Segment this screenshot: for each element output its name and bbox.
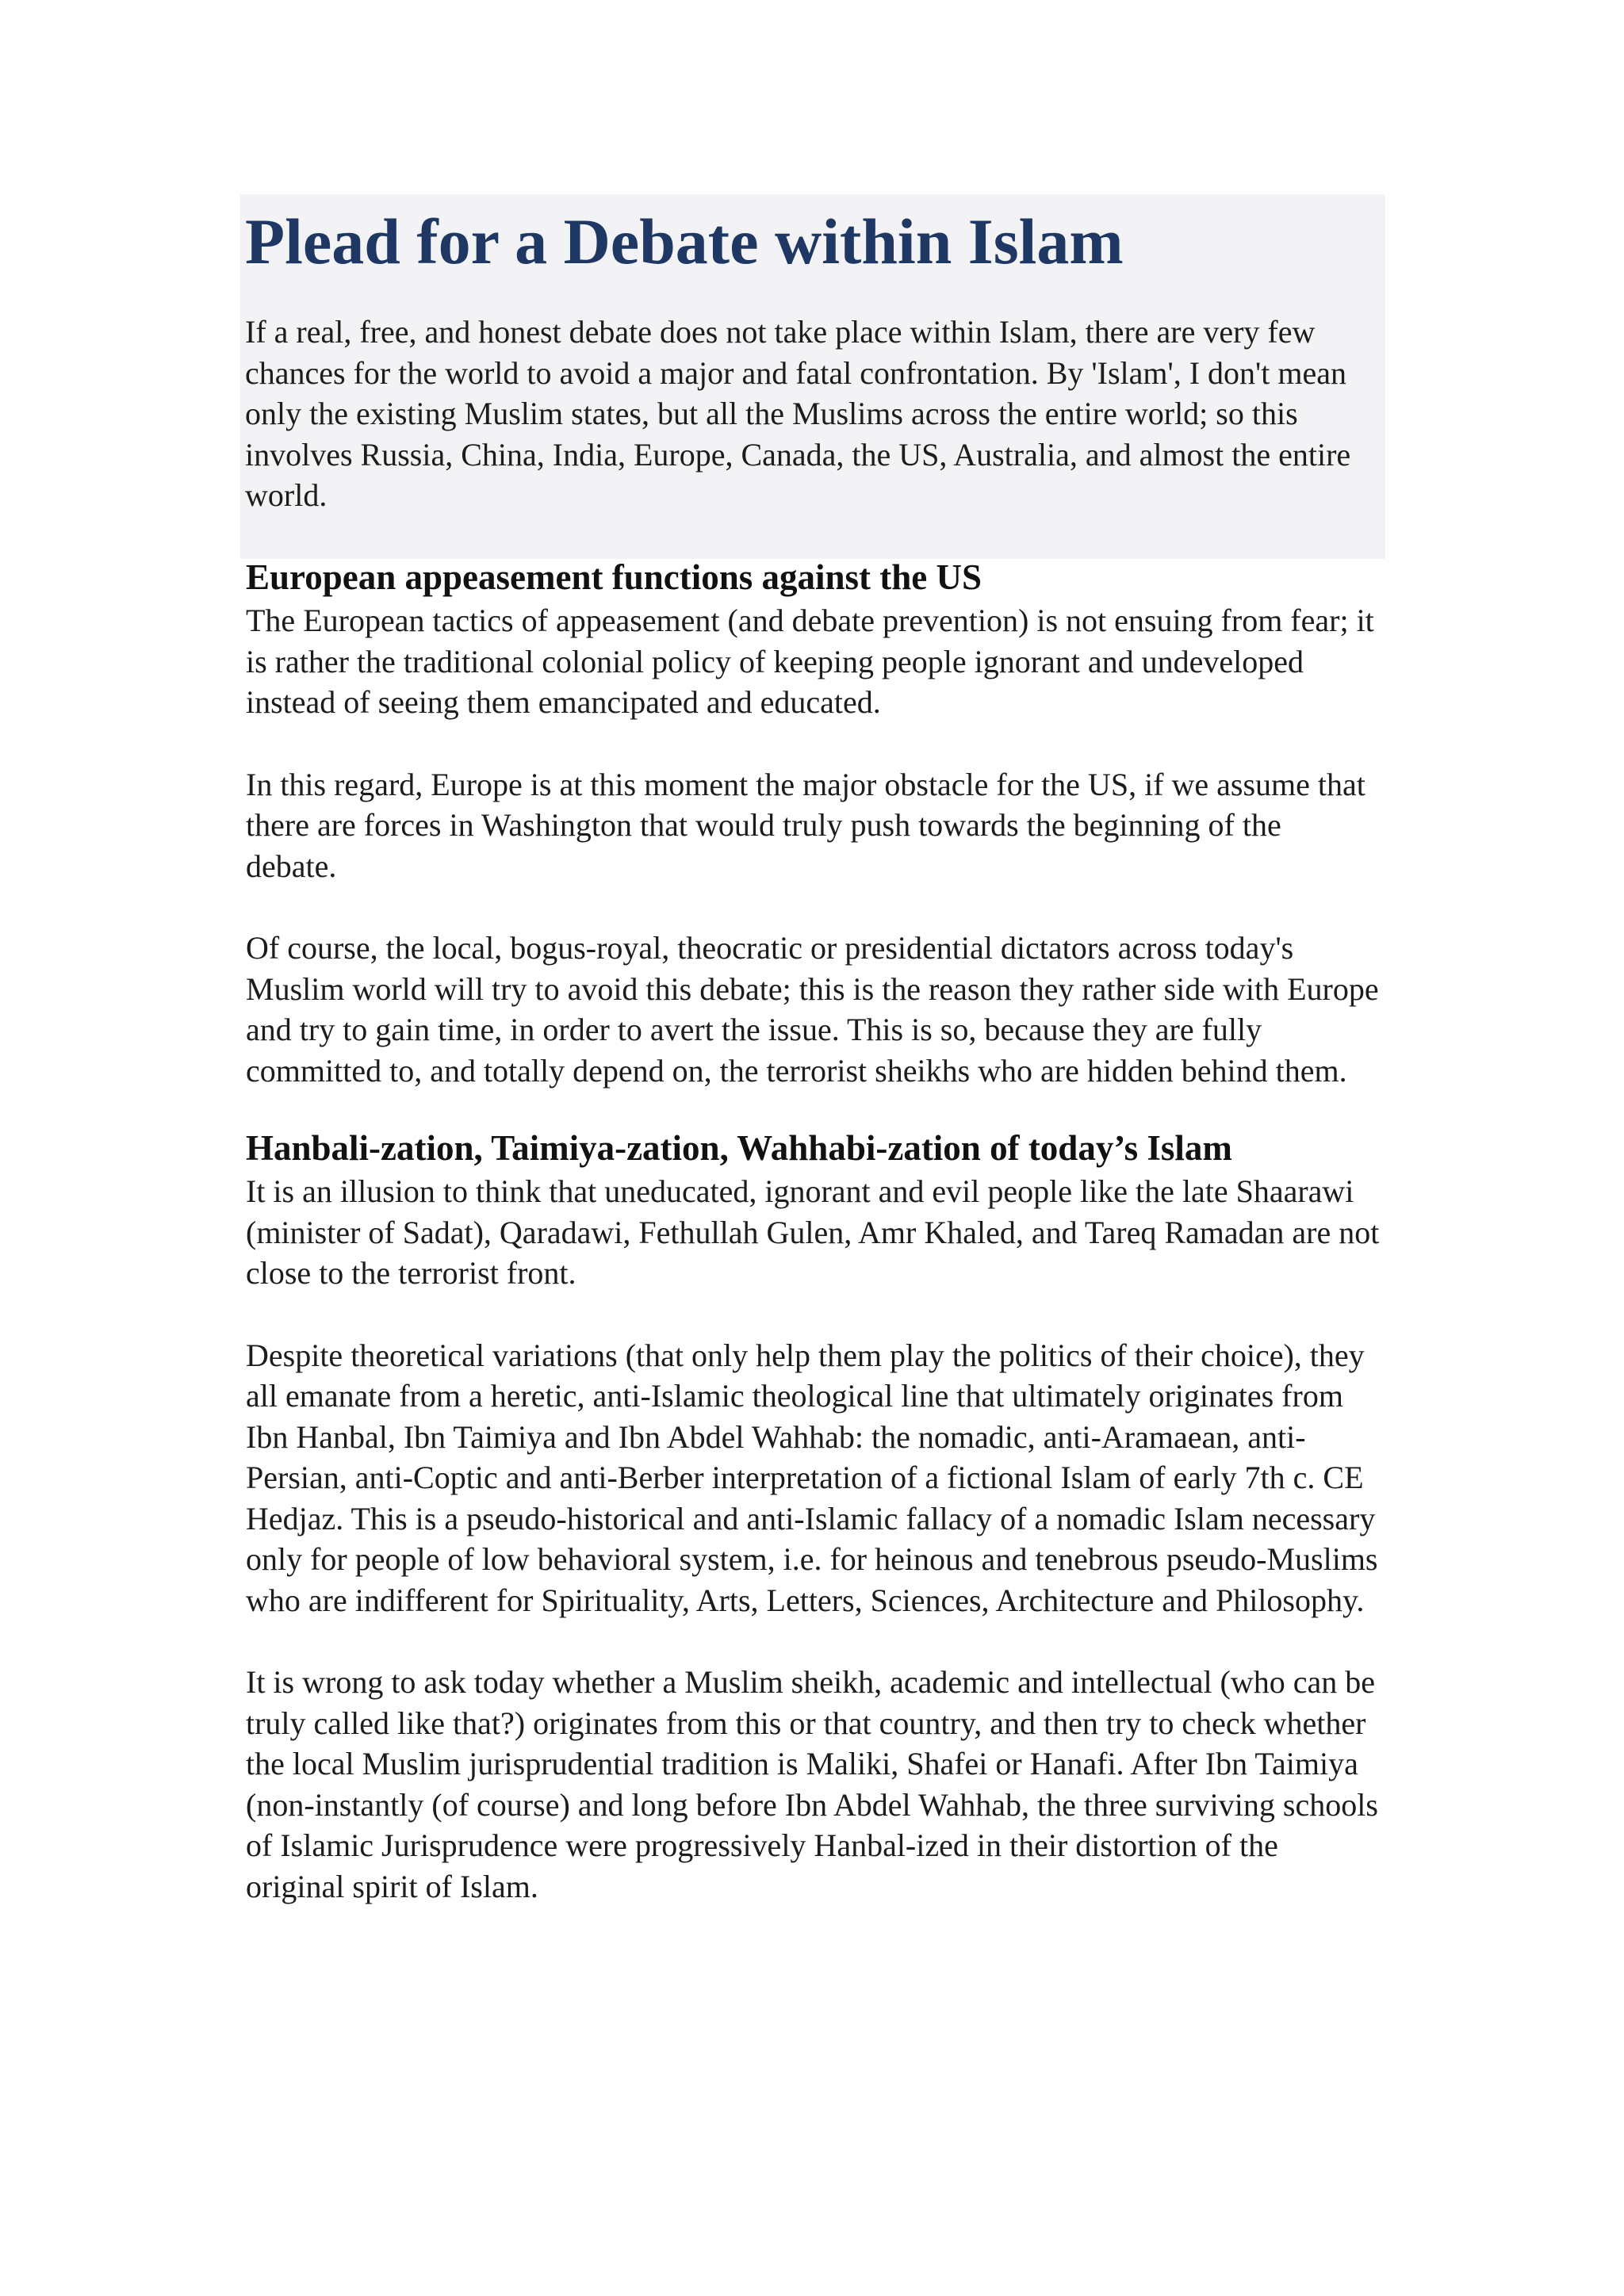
paragraph: Despite theoretical variations (that only help them play the politics of their choice), they all emanate from a heretic, anti-Islamic theological line that ultimately originates from Ibn Hanbal, Ibn Taimiya and Ibn Abdel Wahhab: the nomadic, anti-Aramaean, anti-Persian, anti-Coptic and anti-Berber interpretation of a fictional Islam of early 7th c. CE Hedjaz. This is a pseudo-historical and anti-Islamic fallacy of a nomadic Islam necessary only for people of low behavioral system, i.e. for heinous and tenebrous pseudo-Muslims who are indifferent for Spirituality, Arts, Letters, Sciences, Architecture and Philosophy.	[246, 1337, 1378, 1618]
section-heading: Hanbali-zation, Taimiya-zation, Wahhabi-zation of today’s Islam	[246, 1128, 1232, 1168]
intro-paragraph: If a real, free, and honest debate does not take place within Islam, there are very few chances for the world to avoid a major and fatal confrontation. By 'Islam', I don't mean only the existing Muslim states, but all the Muslims across the entire world; so this involves Russia, China, India, Europe, Canada, the US, Australia, and almost the entire world.	[245, 314, 1351, 513]
section-european-appeasement	[246, 555, 1380, 1091]
paragraph: In this regard, Europe is at this moment the major obstacle for the US, if we assume that there are forces in Washington that would truly push towards the beginning of the debate.	[246, 766, 1365, 884]
article-body	[246, 555, 1380, 1907]
paragraph: The European tactics of appeasement (and debate prevention) is not ensuing from fear; it is rather the traditional colonial policy of keeping people ignorant and undeveloped instead of seeing them emancipated and educated.	[246, 603, 1374, 720]
section-hanbali-zation	[246, 1126, 1380, 1907]
section-heading: European appeasement functions against the US	[246, 557, 982, 597]
title-block	[240, 194, 1385, 559]
paragraph: Of course, the local, bogus-royal, theocratic or presidential dictators across today's Muslim world will try to avoid this debate; this is the reason they rather side with Europe and try to gain time, in order to avert the issue. This is so, because they are fully committed to, and totally depend on, the terrorist sheikhs who are hidden behind them.	[246, 930, 1379, 1089]
page-title: Plead for a Debate within Islam	[245, 205, 1124, 277]
paragraph: It is an illusion to think that uneducated, ignorant and evil people like the late Shaarawi (minister of Sadat), Qaradawi, Fethullah Gulen, Amr Khaled, and Tareq Ramadan are not close to the terrorist front.	[246, 1173, 1380, 1291]
paragraph: It is wrong to ask today whether a Muslim sheikh, academic and intellectual (who can be truly called like that?) originates from this or that country, and then try to check whether the local Muslim jurisprudential tradition is Maliki, Shafei or Hanafi. After Ibn Taimiya (non-instantly (of course) and long before Ibn Abdel Wahhab, the three surviving schools of Islamic Jurisprudence were progressively Hanbal-ized in their distortion of the original spirit of Islam.	[246, 1664, 1378, 1904]
